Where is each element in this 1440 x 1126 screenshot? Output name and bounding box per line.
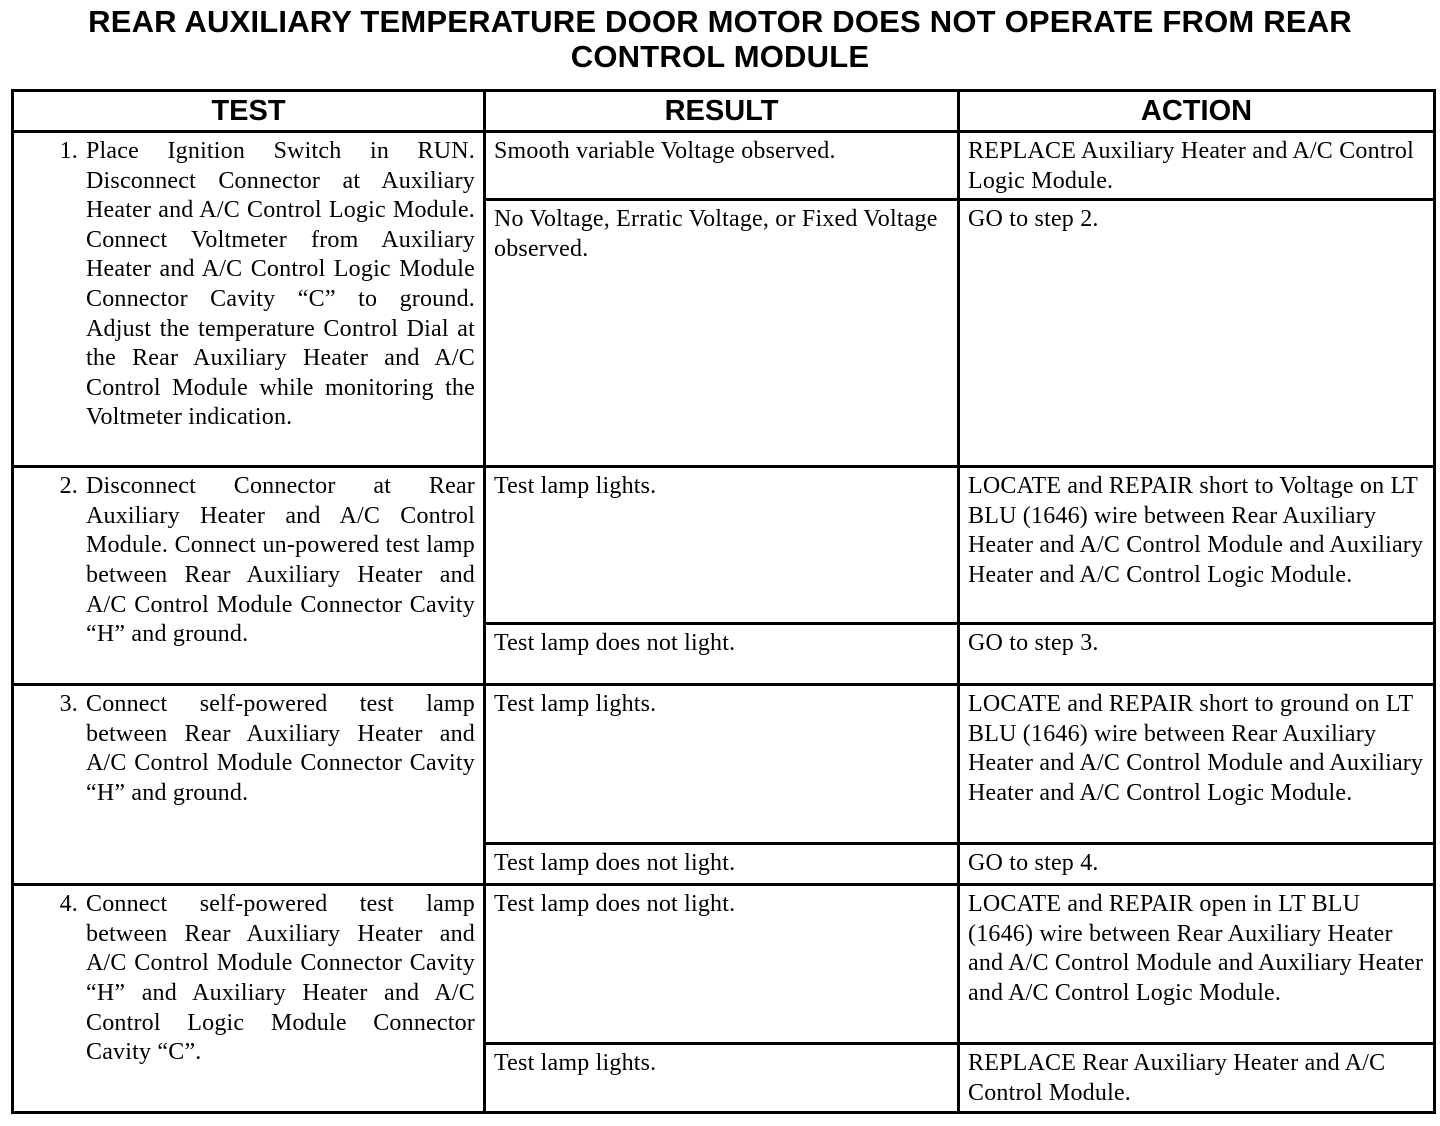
step-2-result-1: Test lamp lights. xyxy=(485,467,959,624)
step-3-test-cell xyxy=(13,685,485,885)
step-4-action-2: REPLACE Rear Auxiliary Heater and A/C Control Module. xyxy=(959,1044,1435,1113)
step-3-test-text: Connect self-powered test lamp between Rear Auxiliary Heater and A/C Control Module Connector Cavity “H” and ground. xyxy=(86,691,475,806)
step-2-test-text: Disconnect Connector at Rear Auxiliary Heater and A/C Control Module. Connect un-powered test lamp between Rear Auxiliary Heater and A/C Control Module Connector Cavity “H” and ground. xyxy=(86,473,475,648)
diagnostic-table xyxy=(11,89,1436,1114)
table-row xyxy=(13,467,1435,624)
step-3-result-1: Test lamp lights. xyxy=(485,685,959,844)
table-row xyxy=(13,132,1435,200)
step-1-test-text: Place Ignition Switch in RUN. Disconnect Connector at Auxiliary Heater and A/C Control Logic Module. Connect Voltmeter from Auxiliary Heater and A/C Control Logic Module Connector Cavity “C” to ground. Adjust the temperature Control Dial at the Rear Auxiliary Heater and A/C Control Module while monitoring the Voltmeter indication. xyxy=(86,138,475,431)
step-3-number: 3. xyxy=(59,691,78,718)
step-2-action-1: LOCATE and REPAIR short to Voltage on LT BLU (1646) wire between Rear Auxiliary Heater and A/C Control Module and Auxiliary Heater and A/C Control Logic Module. xyxy=(959,467,1435,624)
step-1-result-1: Smooth variable Voltage observed. xyxy=(485,132,959,200)
header-result: RESULT xyxy=(485,91,959,132)
table-row xyxy=(13,885,1435,1044)
step-2-number: 2. xyxy=(59,473,78,500)
table-row xyxy=(13,685,1435,844)
header-action: ACTION xyxy=(959,91,1435,132)
step-1-test-cell xyxy=(13,132,485,467)
step-3-result-2: Test lamp does not light. xyxy=(485,844,959,885)
step-2-result-2: Test lamp does not light. xyxy=(485,624,959,685)
header-row xyxy=(13,91,1435,132)
step-3-action-2: GO to step 4. xyxy=(959,844,1435,885)
step-1-action-2: GO to step 2. xyxy=(959,200,1435,467)
step-4-action-1: LOCATE and REPAIR open in LT BLU (1646) wire between Rear Auxiliary Heater and A/C Control Module and Auxiliary Heater and A/C Control Logic Module. xyxy=(959,885,1435,1044)
step-4-result-1: Test lamp does not light. xyxy=(485,885,959,1044)
step-4-number: 4. xyxy=(59,891,78,918)
step-4-test-text: Connect self-powered test lamp between Rear Auxiliary Heater and A/C Control Module Connector Cavity “H” and Auxiliary Heater and A/C Control Logic Module Connector Cavity “C”. xyxy=(86,891,475,1066)
header-test: TEST xyxy=(13,91,485,132)
step-2-action-2: GO to step 3. xyxy=(959,624,1435,685)
step-1-result-2: No Voltage, Erratic Voltage, or Fixed Voltage observed. xyxy=(485,200,959,467)
step-2-test-cell xyxy=(13,467,485,685)
step-1-action-1: REPLACE Auxiliary Heater and A/C Control Logic Module. xyxy=(959,132,1435,200)
step-1-number: 1. xyxy=(59,138,78,164)
page-title: REAR AUXILIARY TEMPERATURE DOOR MOTOR DOES NOT OPERATE FROM REAR CONTROL MODULE xyxy=(88,4,1352,74)
step-4-test-cell xyxy=(13,885,485,1113)
step-4-result-2: Test lamp lights. xyxy=(485,1044,959,1113)
step-3-action-1: LOCATE and REPAIR short to ground on LT BLU (1646) wire between Rear Auxiliary Heater and A/C Control Module and Auxiliary Heater and A/C Control Logic Module. xyxy=(959,685,1435,844)
